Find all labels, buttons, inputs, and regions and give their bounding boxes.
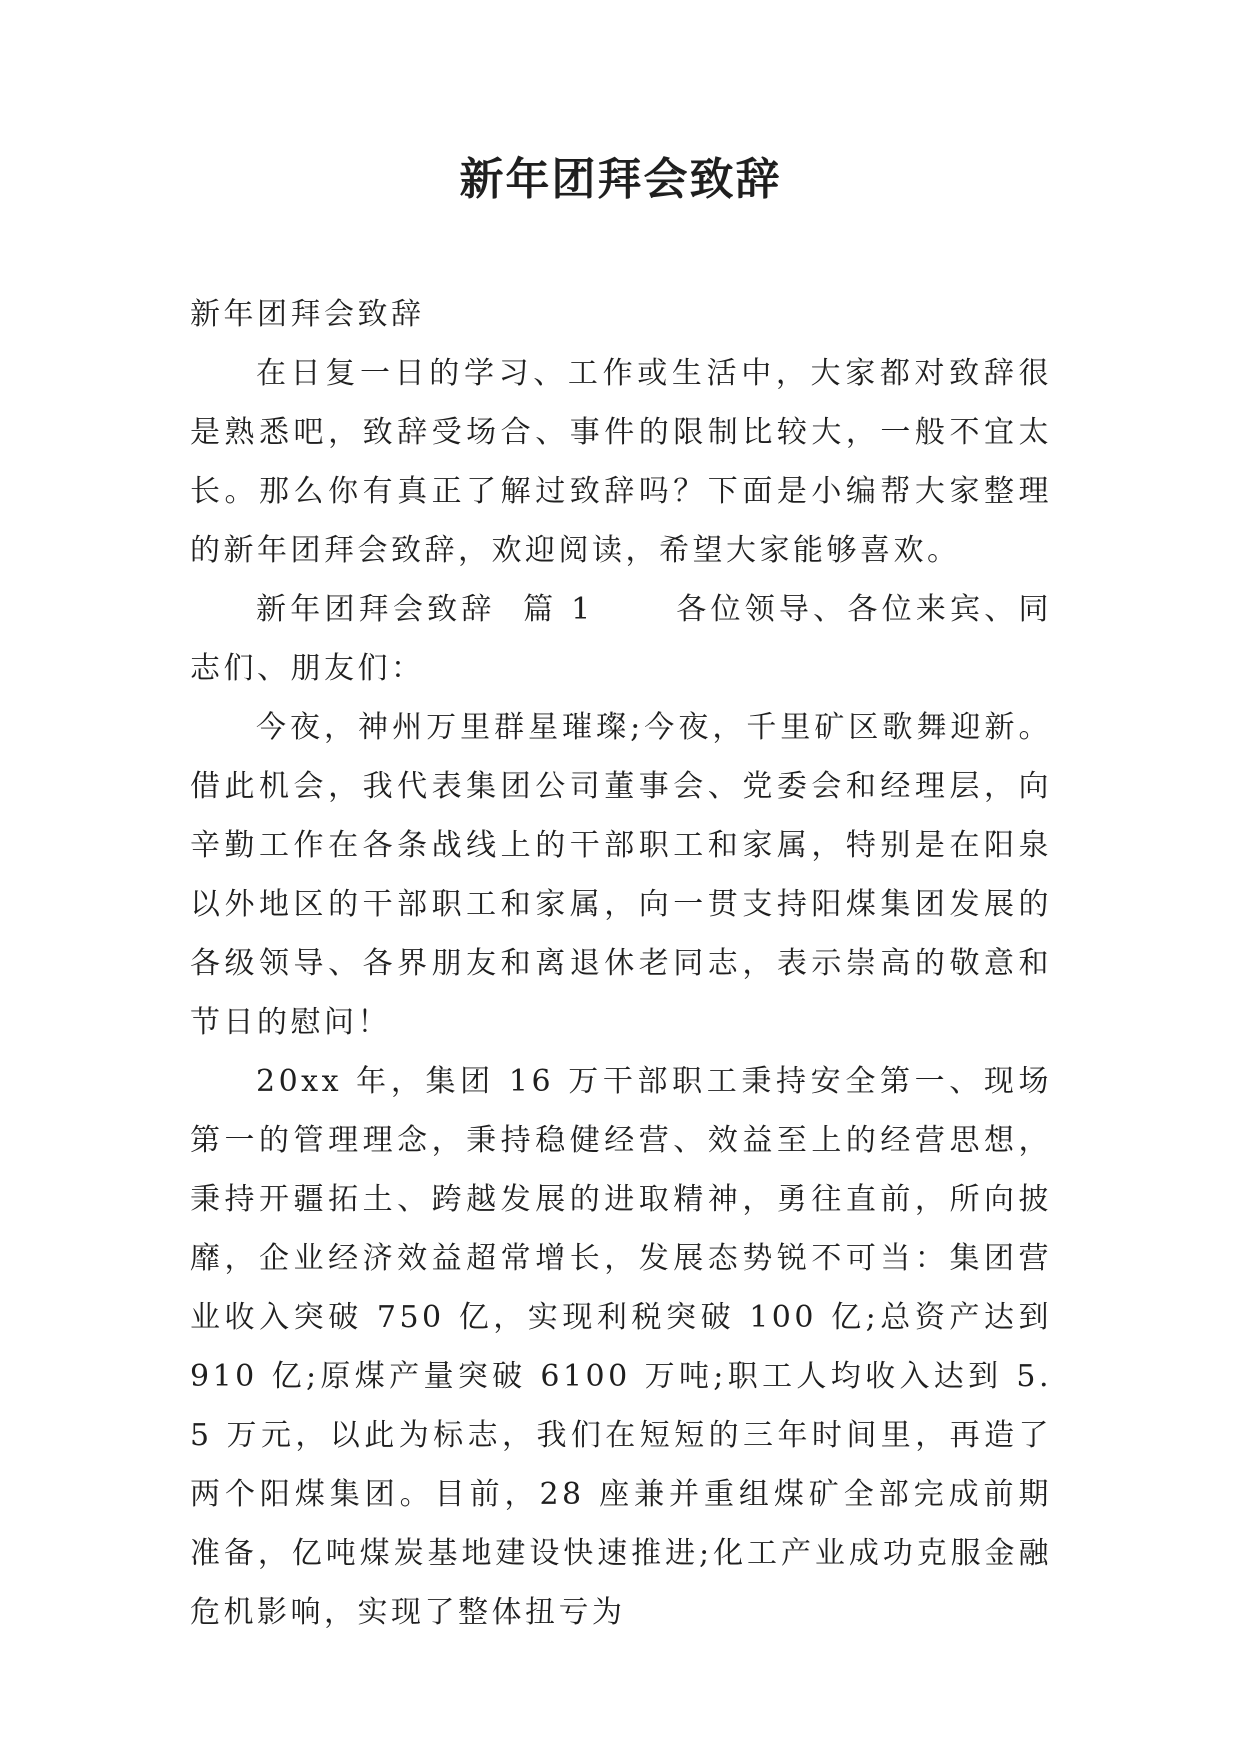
paragraph-heading: 新年团拜会致辞 xyxy=(190,297,425,332)
document-body xyxy=(190,285,1066,1642)
paragraph-intro: 在日复一日的学习、工作或生活中，大家都对致辞很是熟悉吧，致辞受场合、事件的限制比较大，一般不宜太长。那么你有真正了解过致辞吗？下面是小编帮大家整理的新年团拜会致辞，欢迎阅读，希望大家能够喜欢。 xyxy=(190,356,1052,568)
document-title: 新年团拜会致辞 xyxy=(459,154,782,205)
paragraph-greeting: 今夜，神州万里群星璀璨;今夜，千里矿区歌舞迎新。借此机会，我代表集团公司董事会、党委会和经理层，向辛勤工作在各条战线上的干部职工和家属，特别是在阳泉以外地区的干部职工和家属，向一贯支持阳煤集团发展的各级领导、各界朋友和离退休老同志，表示崇高的敬意和节日的慰问！ xyxy=(190,710,1052,1040)
paragraph-salutation: 新年团拜会致辞 篇 1 各位领导、各位来宾、同志们、朋友们： xyxy=(190,592,1052,686)
paragraph-achievements: 20xx 年，集团 16 万干部职工秉持安全第一、现场第一的管理理念，秉持稳健经营、效益至上的经营思想，秉持开疆拓土、跨越发展的进取精神，勇往直前，所向披靡，企业经济效益超常增长，发展态势锐不可当：集团营业收入突破 750 亿，实现利税突破 100 亿;总资产达到 910 亿;原煤产量突破 6100 万吨;职工人均收入达到 5.5 万元，以此为标志，我们在短短的三年时间里，再造了两个阳煤集团。目前，28 座兼并重组煤矿全部完成前期准备，亿吨煤炭基地建设快速推进;化工产业成功克服金融危机影响，实现了整体扭亏为 xyxy=(190,1064,1066,1630)
